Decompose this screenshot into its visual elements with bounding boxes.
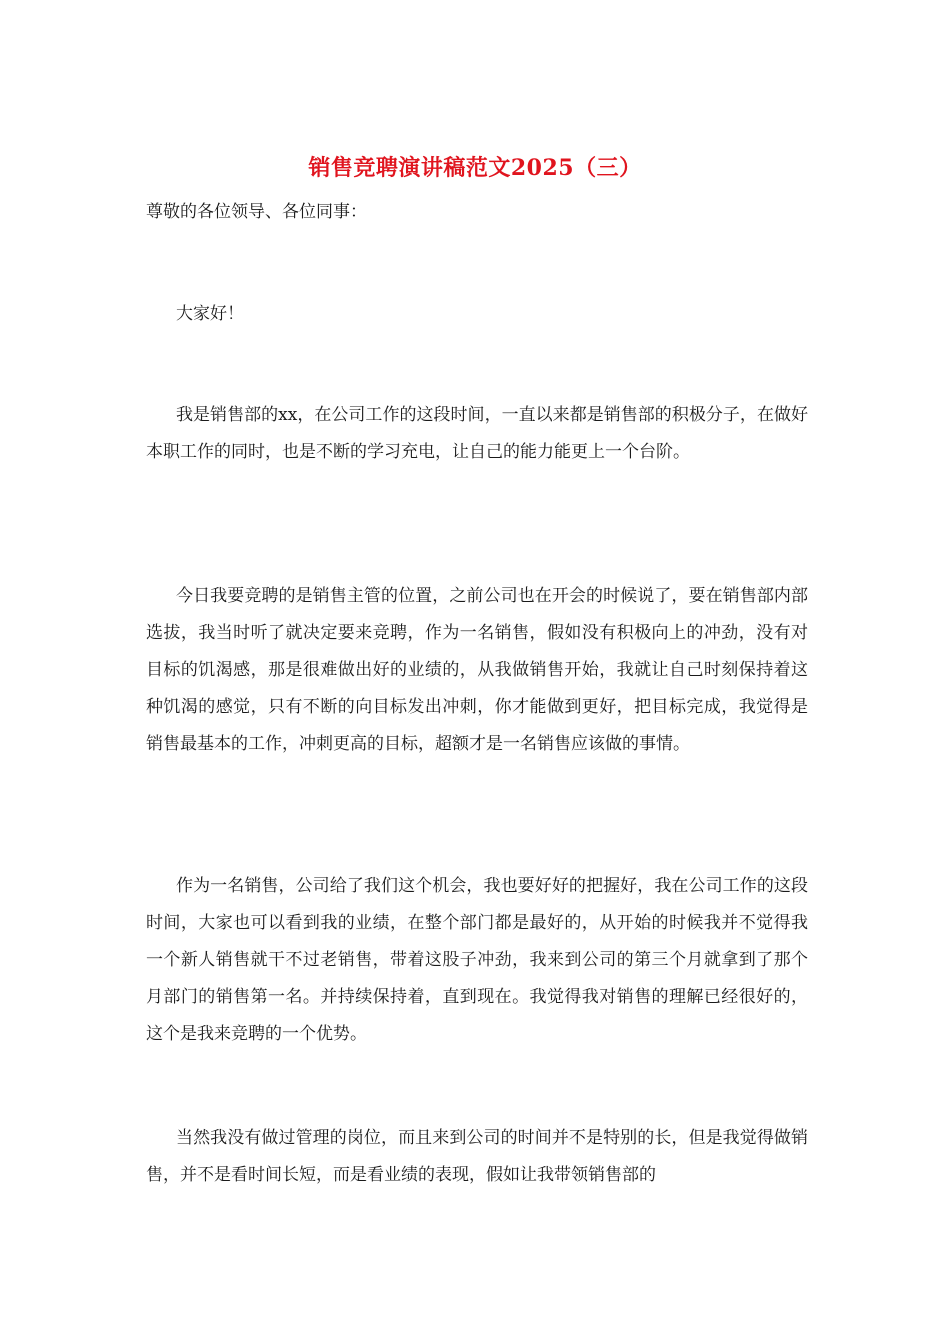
salutation: 尊敬的各位领导、各位同事： — [146, 202, 367, 222]
paragraph-performance: 作为一名销售，公司给了我们这个机会，我也要好好的把握好，我在公司工作的这段时间，大家也可以看到我的业绩，在整个部门都是最好的，从开始的时候我并不觉得我一个新人销售就干不过老销售，带着这股子冲劲，我来到公司的第三个月就拿到了那个月部门的销售第一名。并持续保持着，直到现在。我觉得我对销售的理解已经很好的，这个是我来竞聘的一个优势。 — [146, 876, 808, 1044]
document-title: 销售竞聘演讲稿范文2025（三） — [308, 155, 642, 181]
paragraph-position: 今日我要竞聘的是销售主管的位置，之前公司也在开会的时候说了，要在销售部内部选拔，我当时听了就决定要来竞聘，作为一名销售，假如没有积极向上的冲劲，没有对目标的饥渴感，那是很难做出好的业绩的，从我做销售开始，我就让自己时刻保持着这种饥渴的感觉，只有不断的向目标发出冲刺，你才能做到更好，把目标完成，我觉得是销售最基本的工作，冲刺更高的目标，超额才是一名销售应该做的事情。 — [146, 586, 808, 754]
paragraph-introduction: 我是销售部的xx，在公司工作的这段时间，一直以来都是销售部的积极分子，在做好本职工作的同时，也是不断的学习充电，让自己的能力能更上一个台阶。 — [146, 405, 808, 462]
paragraph-management: 当然我没有做过管理的岗位，而且来到公司的时间并不是特别的长，但是我觉得做销售，并不是看时间长短，而是看业绩的表现，假如让我带领销售部的 — [146, 1128, 808, 1185]
paragraph-greeting: 大家好！ — [176, 304, 244, 324]
